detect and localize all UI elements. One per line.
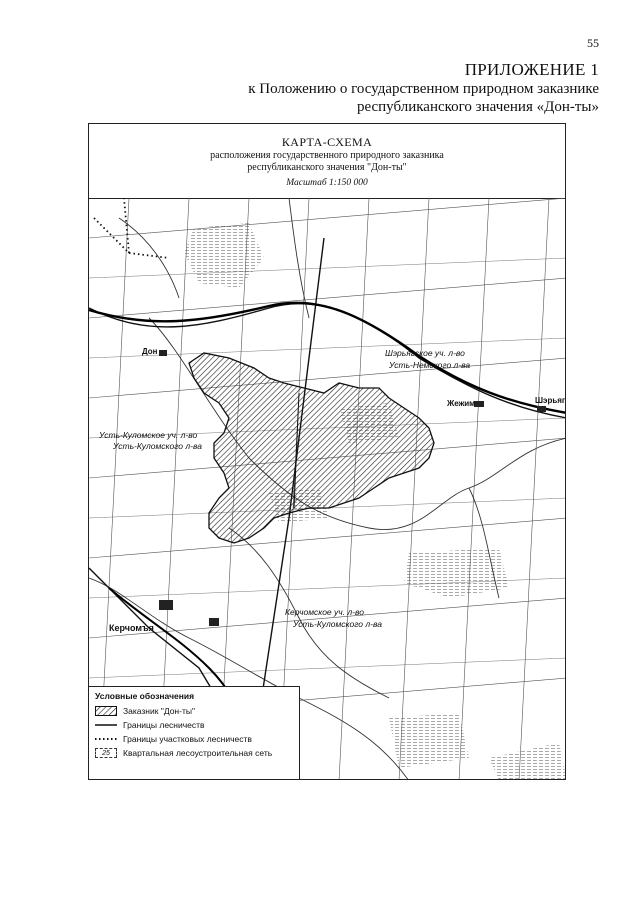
district-label-ustkulom-1: Усть-Куломское уч. л-во	[99, 430, 198, 440]
district-label-kerchom-2: Усть-Куломского л-ва	[293, 619, 382, 629]
legend-label-grid: Квартальная лесоустроительная сеть	[123, 748, 273, 758]
district-label-shoryag-2: Усть-Немского л-ва	[389, 360, 471, 370]
legend-label-district: Границы участковых лесничеств	[123, 734, 252, 744]
map-title: КАРТА-СХЕМА	[281, 135, 373, 149]
legend-item-reserve	[95, 704, 299, 718]
quarter-grid-icon	[95, 748, 117, 758]
dotted-line-icon	[95, 734, 117, 744]
map-scale: Масштаб 1:150 000	[286, 178, 368, 188]
settlement-kerchomya: Керчомъя	[109, 623, 154, 633]
legend-label-forestry: Границы лесничеств	[123, 720, 205, 730]
legend-item-grid	[95, 746, 299, 760]
map-title-box	[89, 124, 565, 199]
settlement-sharyag: Шэрьяг	[535, 396, 566, 405]
district-label-kerchom-1: Керчомское уч. л-во	[285, 607, 364, 617]
legend-title: Условные обозначения	[95, 691, 195, 701]
settlement-zhezhim: Жежим	[447, 399, 476, 408]
page-number: 55	[587, 36, 599, 50]
district-label-shoryag-1: Шэрьягское уч. л-во	[385, 348, 465, 358]
map-legend	[89, 686, 300, 779]
appendix-title: ПРИЛОЖЕНИЕ 1	[464, 60, 599, 79]
map-subtitle-2: республиканского значения "Дон-ты"	[247, 162, 407, 173]
map-frame	[88, 123, 566, 780]
document-heading	[248, 60, 599, 116]
legend-grid-sample: 25	[102, 750, 110, 757]
map-subtitle-1: расположения государственного природного заказника	[210, 150, 444, 161]
heading-line-2: республиканского значения «Дон-ты»	[356, 99, 599, 115]
solid-line-icon	[95, 720, 117, 730]
legend-item-district	[95, 732, 299, 746]
hatched-area-icon	[95, 706, 117, 716]
district-label-ustkulom-2: Усть-Куломского л-ва	[113, 441, 202, 451]
heading-line-1: к Положению о государственном природном заказнике	[248, 81, 599, 97]
legend-label-reserve: Заказник "Дон-ты"	[123, 706, 195, 716]
legend-item-forestry	[95, 718, 299, 732]
settlement-don: Дон	[142, 347, 158, 356]
district-boundaries	[94, 198, 169, 258]
